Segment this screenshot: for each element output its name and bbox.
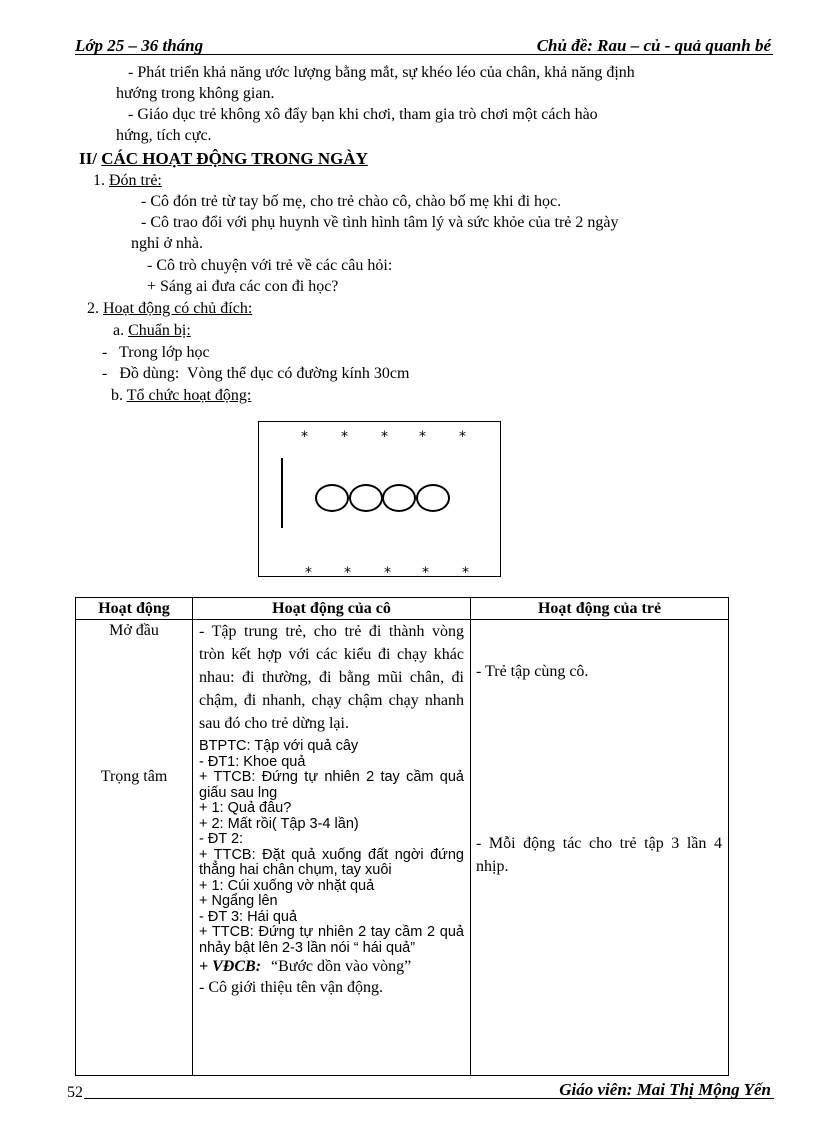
welcome-line-5: + Sáng ai đưa các con đi học? xyxy=(147,278,339,295)
prep-title: Chuẩn bị: xyxy=(128,322,191,339)
prep-prefix: a. xyxy=(113,322,129,339)
col-header-teacher: Hoạt động của cô xyxy=(193,598,471,620)
vdcb-label: + VĐCB: xyxy=(199,958,262,975)
teacher-main-5: - ĐT 2: xyxy=(199,831,244,847)
start-line xyxy=(281,458,283,528)
teacher-main-0: BTPTC: Tập với quả cây xyxy=(199,738,359,754)
exercise-diagram xyxy=(258,421,501,581)
table-header-row xyxy=(76,598,729,620)
section-title: CÁC HOẠT ĐỘNG TRONG NGÀY xyxy=(101,149,368,168)
activity-table xyxy=(75,597,729,1076)
table-row xyxy=(76,620,729,1076)
hoop-2 xyxy=(349,484,383,512)
activity-title: Hoạt động có chủ đích: xyxy=(103,300,253,317)
child-marker-top-1: * xyxy=(301,429,308,445)
child-marker-top-2: * xyxy=(341,429,348,445)
teacher-main-2: + TTCB: Đứng tự nhiên 2 tay cầm quả giấu sau lng xyxy=(199,769,464,801)
org-title: Tổ chức hoạt động: xyxy=(126,387,252,404)
welcome-num: 1. xyxy=(93,172,109,189)
child-marker-top-5: * xyxy=(459,429,466,445)
child-marker-bottom-5: * xyxy=(462,565,469,581)
section-prefix: II/ xyxy=(79,149,102,168)
child-marker-bottom-3: * xyxy=(384,565,391,581)
teacher-main-4: + 2: Mất rồi( Tập 3-4 lần) xyxy=(199,815,359,832)
teacher-cell xyxy=(193,620,471,1076)
teacher-main-7: + 1: Cúi xuống vờ nhặt quả xyxy=(199,877,375,894)
footer-teacher: Giáo viên: Mai Thị Mộng Yến xyxy=(559,1080,771,1099)
welcome-title: Đón trẻ: xyxy=(109,172,162,189)
teacher-main-3: + 1: Quả đâu? xyxy=(199,800,292,816)
teacher-main-10: + TTCB: Đứng tự nhiên 2 tay cầm 2 quả nhảy bật lên 2-3 lần nói “ hái quả” xyxy=(199,924,464,956)
prep-item-1: - Trong lớp học xyxy=(102,344,210,361)
welcome-line-1: - Cô đón trẻ từ tay bố mẹ, cho trẻ chào cô, chào bố mẹ khi đi học. xyxy=(141,193,562,210)
header-class-label: Lớp 25 – 36 tháng xyxy=(75,36,204,55)
stage-main: Trọng tâm xyxy=(100,768,168,785)
footer-rule xyxy=(84,1098,774,1099)
page-number: 52 xyxy=(67,1084,83,1101)
hoop-3 xyxy=(382,484,416,512)
child-cell xyxy=(471,620,729,1076)
child-intro: - Trẻ tập cùng cô. xyxy=(476,663,589,680)
teacher-main-8: + Ngẩng lên xyxy=(199,893,278,909)
child-marker-bottom-1: * xyxy=(305,565,312,581)
header-topic-label: Chủ đề: Rau – củ - quả quanh bé xyxy=(536,36,771,55)
vdcb-line xyxy=(199,956,464,978)
teacher-main-1: - ĐT1: Khoe quả xyxy=(199,753,306,770)
vdcb-text: “Bước dồn vào vòng” xyxy=(271,958,412,975)
hoop-4 xyxy=(416,484,450,512)
teacher-last: - Cô giới thiệu tên vận động. xyxy=(199,979,383,996)
col-header-activity: Hoạt động xyxy=(76,598,193,620)
activity-num: 2. xyxy=(87,300,103,317)
child-marker-bottom-4: * xyxy=(422,565,429,581)
welcome-heading xyxy=(93,170,162,191)
teacher-main-9: - ĐT 3: Hái quả xyxy=(199,908,298,925)
stage-open: Mở đầu xyxy=(109,622,159,639)
welcome-line-3: nghỉ ở nhà. xyxy=(131,235,204,252)
child-marker-top-4: * xyxy=(419,429,426,445)
org-heading xyxy=(111,385,251,406)
prep-heading xyxy=(113,320,191,341)
stage-cell xyxy=(76,620,193,1076)
hoop-1 xyxy=(315,484,349,512)
teacher-intro: - Tập trung trẻ, cho trẻ đi thành vòng tròn kết hợp với các kiểu đi chạy khác nhau: đi thường, đi bằng mũi chân, đi chậm, đi nhanh, chạy chậm chạy nhanh sau đó cho trẻ dừng lại. xyxy=(199,623,464,732)
goal-line-2: hướng trong không gian. xyxy=(116,85,275,102)
goal-line-1: - Phát triển khả năng ước lượng bằng mắt, sự khéo léo của chân, khả năng định xyxy=(128,64,635,81)
teacher-main-6: + TTCB: Đặt quả xuống đất ngời đứng thẳng hai chân chụm, tay xuôi xyxy=(199,846,464,878)
goal-line-3: - Giáo dục trẻ không xô đẩy bạn khi chơi, tham gia trò chơi một cách hào xyxy=(128,106,598,123)
child-main: - Mỗi động tác cho trẻ tập 3 lần 4 nhịp. xyxy=(476,835,722,875)
header-rule xyxy=(75,54,773,55)
child-marker-top-3: * xyxy=(381,429,388,445)
section-heading xyxy=(79,148,368,169)
activity-heading xyxy=(87,298,252,319)
goal-line-4: hứng, tích cực. xyxy=(116,127,212,144)
org-prefix: b. xyxy=(111,387,127,404)
child-marker-bottom-2: * xyxy=(344,565,351,581)
prep-item-2: - Đồ dùng: Vòng thể dục có đường kính 30cm xyxy=(102,365,410,382)
col-header-child: Hoạt động của trẻ xyxy=(471,598,729,620)
welcome-line-2: - Cô trao đổi với phụ huynh về tình hình tâm lý và sức khỏe của trẻ 2 ngày xyxy=(141,214,619,231)
welcome-line-4: - Cô trò chuyện với trẻ về các câu hỏi: xyxy=(147,257,393,274)
